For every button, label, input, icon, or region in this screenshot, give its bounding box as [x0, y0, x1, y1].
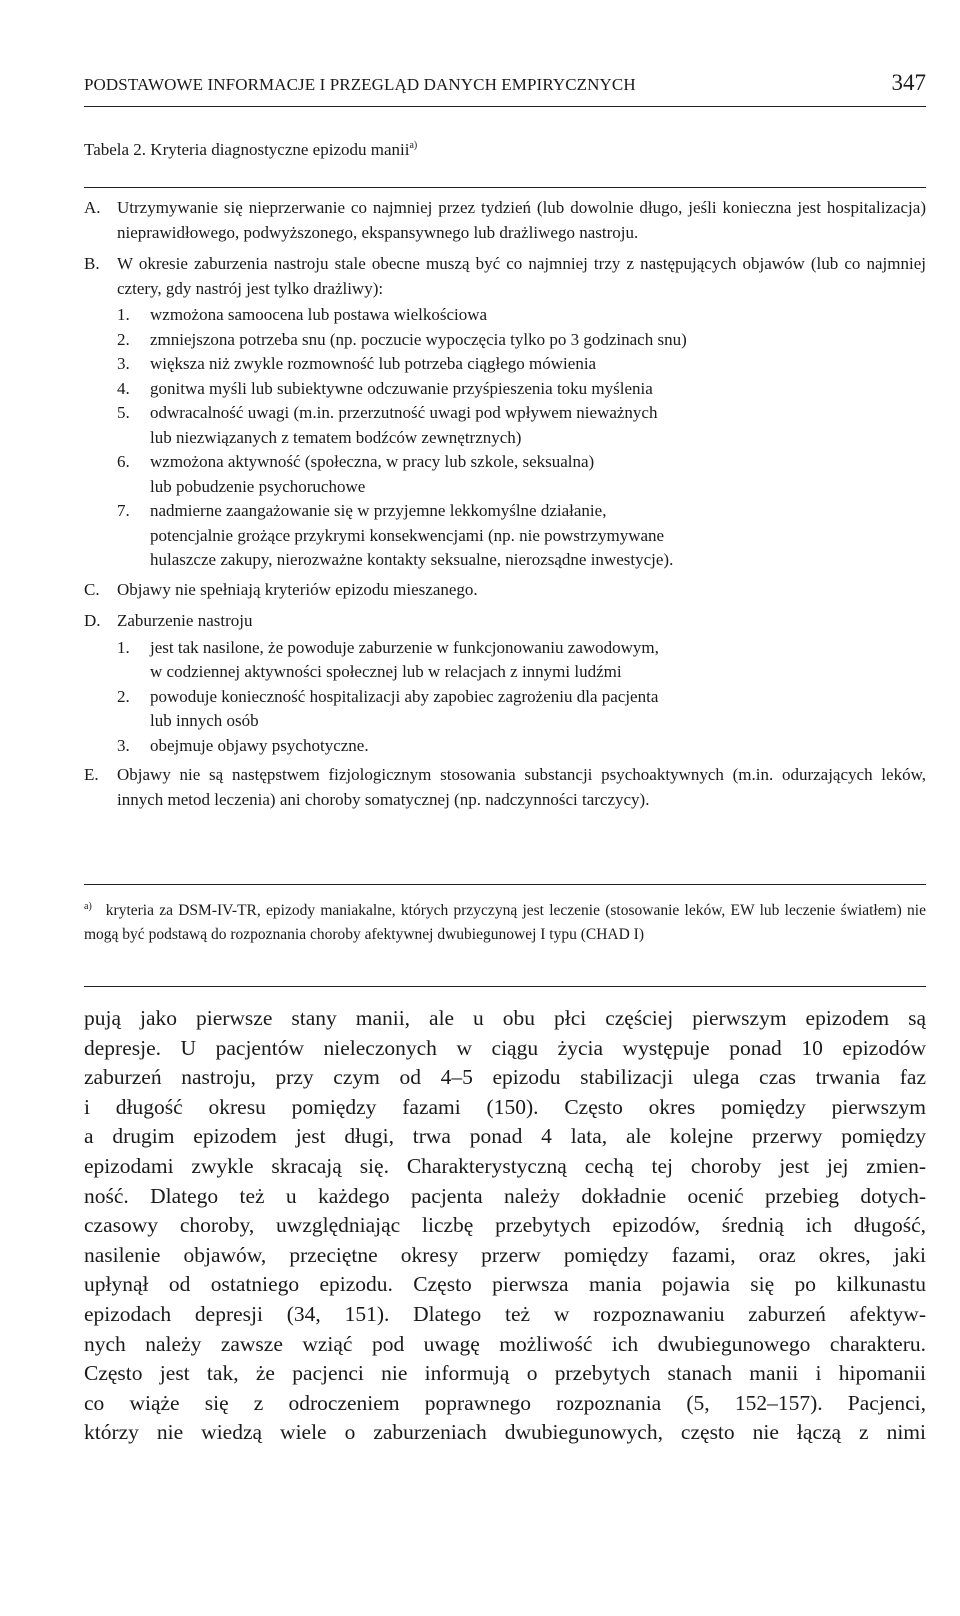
criterion-d: [84, 609, 926, 756]
item-text: odwracalność uwagi (m.in. przerzutność uwagi pod wpływem nieważnych: [150, 403, 658, 422]
body-line: którzy nie wiedzą wiele o zaburzeniach dwubiegunowych, często nie łączą z nimi: [84, 1420, 926, 1445]
list-item: [117, 636, 926, 685]
list-item: [117, 352, 926, 377]
body-line: zaburzeń nastroju, przy czym od 4–5 epizodu stabilizacji ulega czas trwania faz: [84, 1065, 926, 1090]
item-text-continued: w codziennej aktywności społecznej lub w relacjach z innymi ludźmi: [150, 662, 622, 681]
criterion-c: [84, 578, 926, 603]
item-number: 1.: [117, 637, 130, 657]
body-line: nych należy zawsze wziąć pod uwagę możliwość ich dwubiegunowego charakteru.: [84, 1331, 926, 1356]
criterion-text: Zaburzenie nastroju: [117, 611, 253, 630]
list-item: [117, 303, 926, 328]
item-text-continued: lub innych osób: [150, 711, 259, 730]
list-item: [117, 450, 926, 499]
table-bottom-rule: [84, 884, 926, 885]
item-text-continued: lub pobudzenie psychoruchowe: [150, 476, 366, 496]
item-number: 3.: [117, 354, 130, 373]
item-number: 7.: [117, 501, 130, 520]
body-text: [84, 1004, 926, 1448]
running-title: PODSTAWOWE INFORMACJE I PRZEGLĄD DANYCH EMPIRYCZNYCH: [84, 75, 636, 94]
list-item: [117, 401, 926, 450]
body-line: epizodami zwykle skracają się. Charakterystyczną cechą tej choroby jest jej zmien-: [84, 1153, 926, 1178]
body-line: i długość okresu pomiędzy fazami (150). Często okres pomiędzy pierwszym: [84, 1094, 926, 1119]
list-item: [117, 685, 926, 734]
body-line: nasilenie objawów, przeciętne okresy przerw pomiędzy fazami, oraz okres, jaki: [84, 1242, 926, 1267]
body-line: Często jest tak, że pacjenci nie informują o przebytych stanach manii i hipomanii: [84, 1361, 926, 1386]
item-number: 1.: [117, 305, 130, 324]
item-text-continued: hulaszcze zakupy, nierozważne kontakty seksualne, nierozsądne inwestycje).: [150, 550, 674, 569]
list-item: [117, 377, 926, 402]
item-text-continued: lub niezwiązanych z tematem bodźców zewnętrznych): [150, 427, 522, 447]
footnote-rule: [84, 986, 926, 987]
criterion-text: Utrzymywanie się nieprzerwanie co najmniej przez tydzień (lub dowolnie długo, jeśli konieczna jest hospitalizacja) nieprawidłowego, podwyższonego, ekspansywnego lub drażliwego nastroju.: [117, 198, 926, 242]
item-text: wzmożona samoocena lub postawa wielkościowa: [150, 305, 488, 324]
table-caption: [84, 140, 417, 160]
criterion-text: W okresie zaburzenia nastroju stale obecne muszą być co najmniej trzy z następujących objawów (lub co najmniej cztery, gdy nastrój jest tylko drażliwy):: [117, 254, 926, 298]
body-line: co wiąże się z odroczeniem poprawnego rozpoznania (5, 152–157). Pacjenci,: [84, 1390, 926, 1415]
item-text: zmniejszona potrzeba snu (np. poczucie wypoczęcia tylko po 3 godzinach snu): [150, 329, 687, 349]
item-text: większa niż zwykle rozmowność lub potrzeba ciągłego mówienia: [150, 354, 597, 373]
table-caption-text: Tabela 2. Kryteria diagnostyczne epizodu manii: [84, 140, 410, 159]
criteria-table: [84, 196, 926, 819]
item-text: jest tak nasilone, że powoduje zaburzenie w funkcjonowaniu zawodowym,: [150, 637, 659, 657]
criterion-a: [84, 196, 926, 245]
criterion-b: [84, 252, 926, 571]
item-text: nadmierne zaangażowanie się w przyjemne lekkomyślne działanie,: [150, 501, 607, 520]
table-top-rule: [84, 187, 926, 188]
item-text: powoduje konieczność hospitalizacji aby zapobiec zagrożeniu dla pacjenta: [150, 686, 659, 706]
body-line: pują jako pierwsze stany manii, ale u obu płci częściej pierwszym epizodem są: [84, 1006, 926, 1030]
footnote-text: kryteria za DSM-IV-TR, epizody maniakalne, których przyczyną jest leczenie (stosowanie leków, EW lub leczenie światłem) nie mogą być podstawą do rozpoznania choroby afektywnej dwubiegunowej I typu (CHAD I): [84, 902, 926, 943]
item-number: 4.: [117, 378, 130, 398]
item-text: obejmuje objawy psychotyczne.: [150, 735, 369, 755]
criterion-letter: E.: [84, 765, 99, 784]
table-caption-note: a): [409, 140, 418, 151]
list-item: [117, 328, 926, 353]
item-number: 3.: [117, 735, 130, 755]
item-number: 6.: [117, 452, 130, 471]
footnote-mark: a): [84, 901, 92, 912]
body-line: czasowy choroby, uwzględniając liczbę przebytych epizodów, średnią ich długość,: [84, 1213, 926, 1238]
criterion-letter: B.: [84, 254, 100, 273]
criterion-text: Objawy nie spełniają kryteriów epizodu mieszanego.: [117, 579, 478, 599]
item-number: 2.: [117, 686, 130, 706]
item-text: gonitwa myśli lub subiektywne odczuwanie przyśpieszenia toku myślenia: [150, 378, 653, 398]
criterion-e: [84, 763, 926, 812]
item-number: 5.: [117, 403, 130, 422]
impairment-list: [117, 636, 926, 759]
running-header: [84, 70, 926, 107]
body-line: epizodach depresji (34, 151). Dlatego też w rozpoznawaniu zaburzeń afektyw-: [84, 1301, 926, 1326]
body-line: depresje. U pacjentów nieleczonych w ciągu życia występuje ponad 10 epizodów: [84, 1035, 926, 1060]
criterion-letter: A.: [84, 198, 101, 217]
list-item: [117, 734, 926, 759]
body-line: ność. Dlatego też u każdego pacjenta należy dokładnie ocenić przebieg dotych-: [84, 1183, 926, 1208]
table-footnote: [84, 895, 926, 947]
item-text: wzmożona aktywność (społeczna, w pracy lub szkole, seksualna): [150, 452, 595, 471]
criterion-letter: C.: [84, 579, 100, 599]
symptom-list: [117, 303, 926, 573]
item-number: 2.: [117, 329, 130, 349]
list-item: [117, 499, 926, 573]
body-line: a drugim epizodem jest długi, trwa ponad 4 lata, ale kolejne przerwy pomiędzy: [84, 1124, 926, 1149]
body-line: upłynął od ostatniego epizodu. Często pierwsza mania pojawia się po kilkunastu: [84, 1272, 926, 1297]
criterion-letter: D.: [84, 611, 101, 630]
criterion-text: Objawy nie są następstwem fizjologicznym stosowania substancji psychoaktywnych (m.in. odurzających leków, innych metod leczenia) ani choroby somatycznej (np. nadczynności tarczycy).: [117, 765, 926, 809]
item-text-continued: potencjalnie grożące przykrymi konsekwencjami (np. nie powstrzymywane: [150, 525, 665, 545]
page-number: 347: [891, 70, 926, 95]
